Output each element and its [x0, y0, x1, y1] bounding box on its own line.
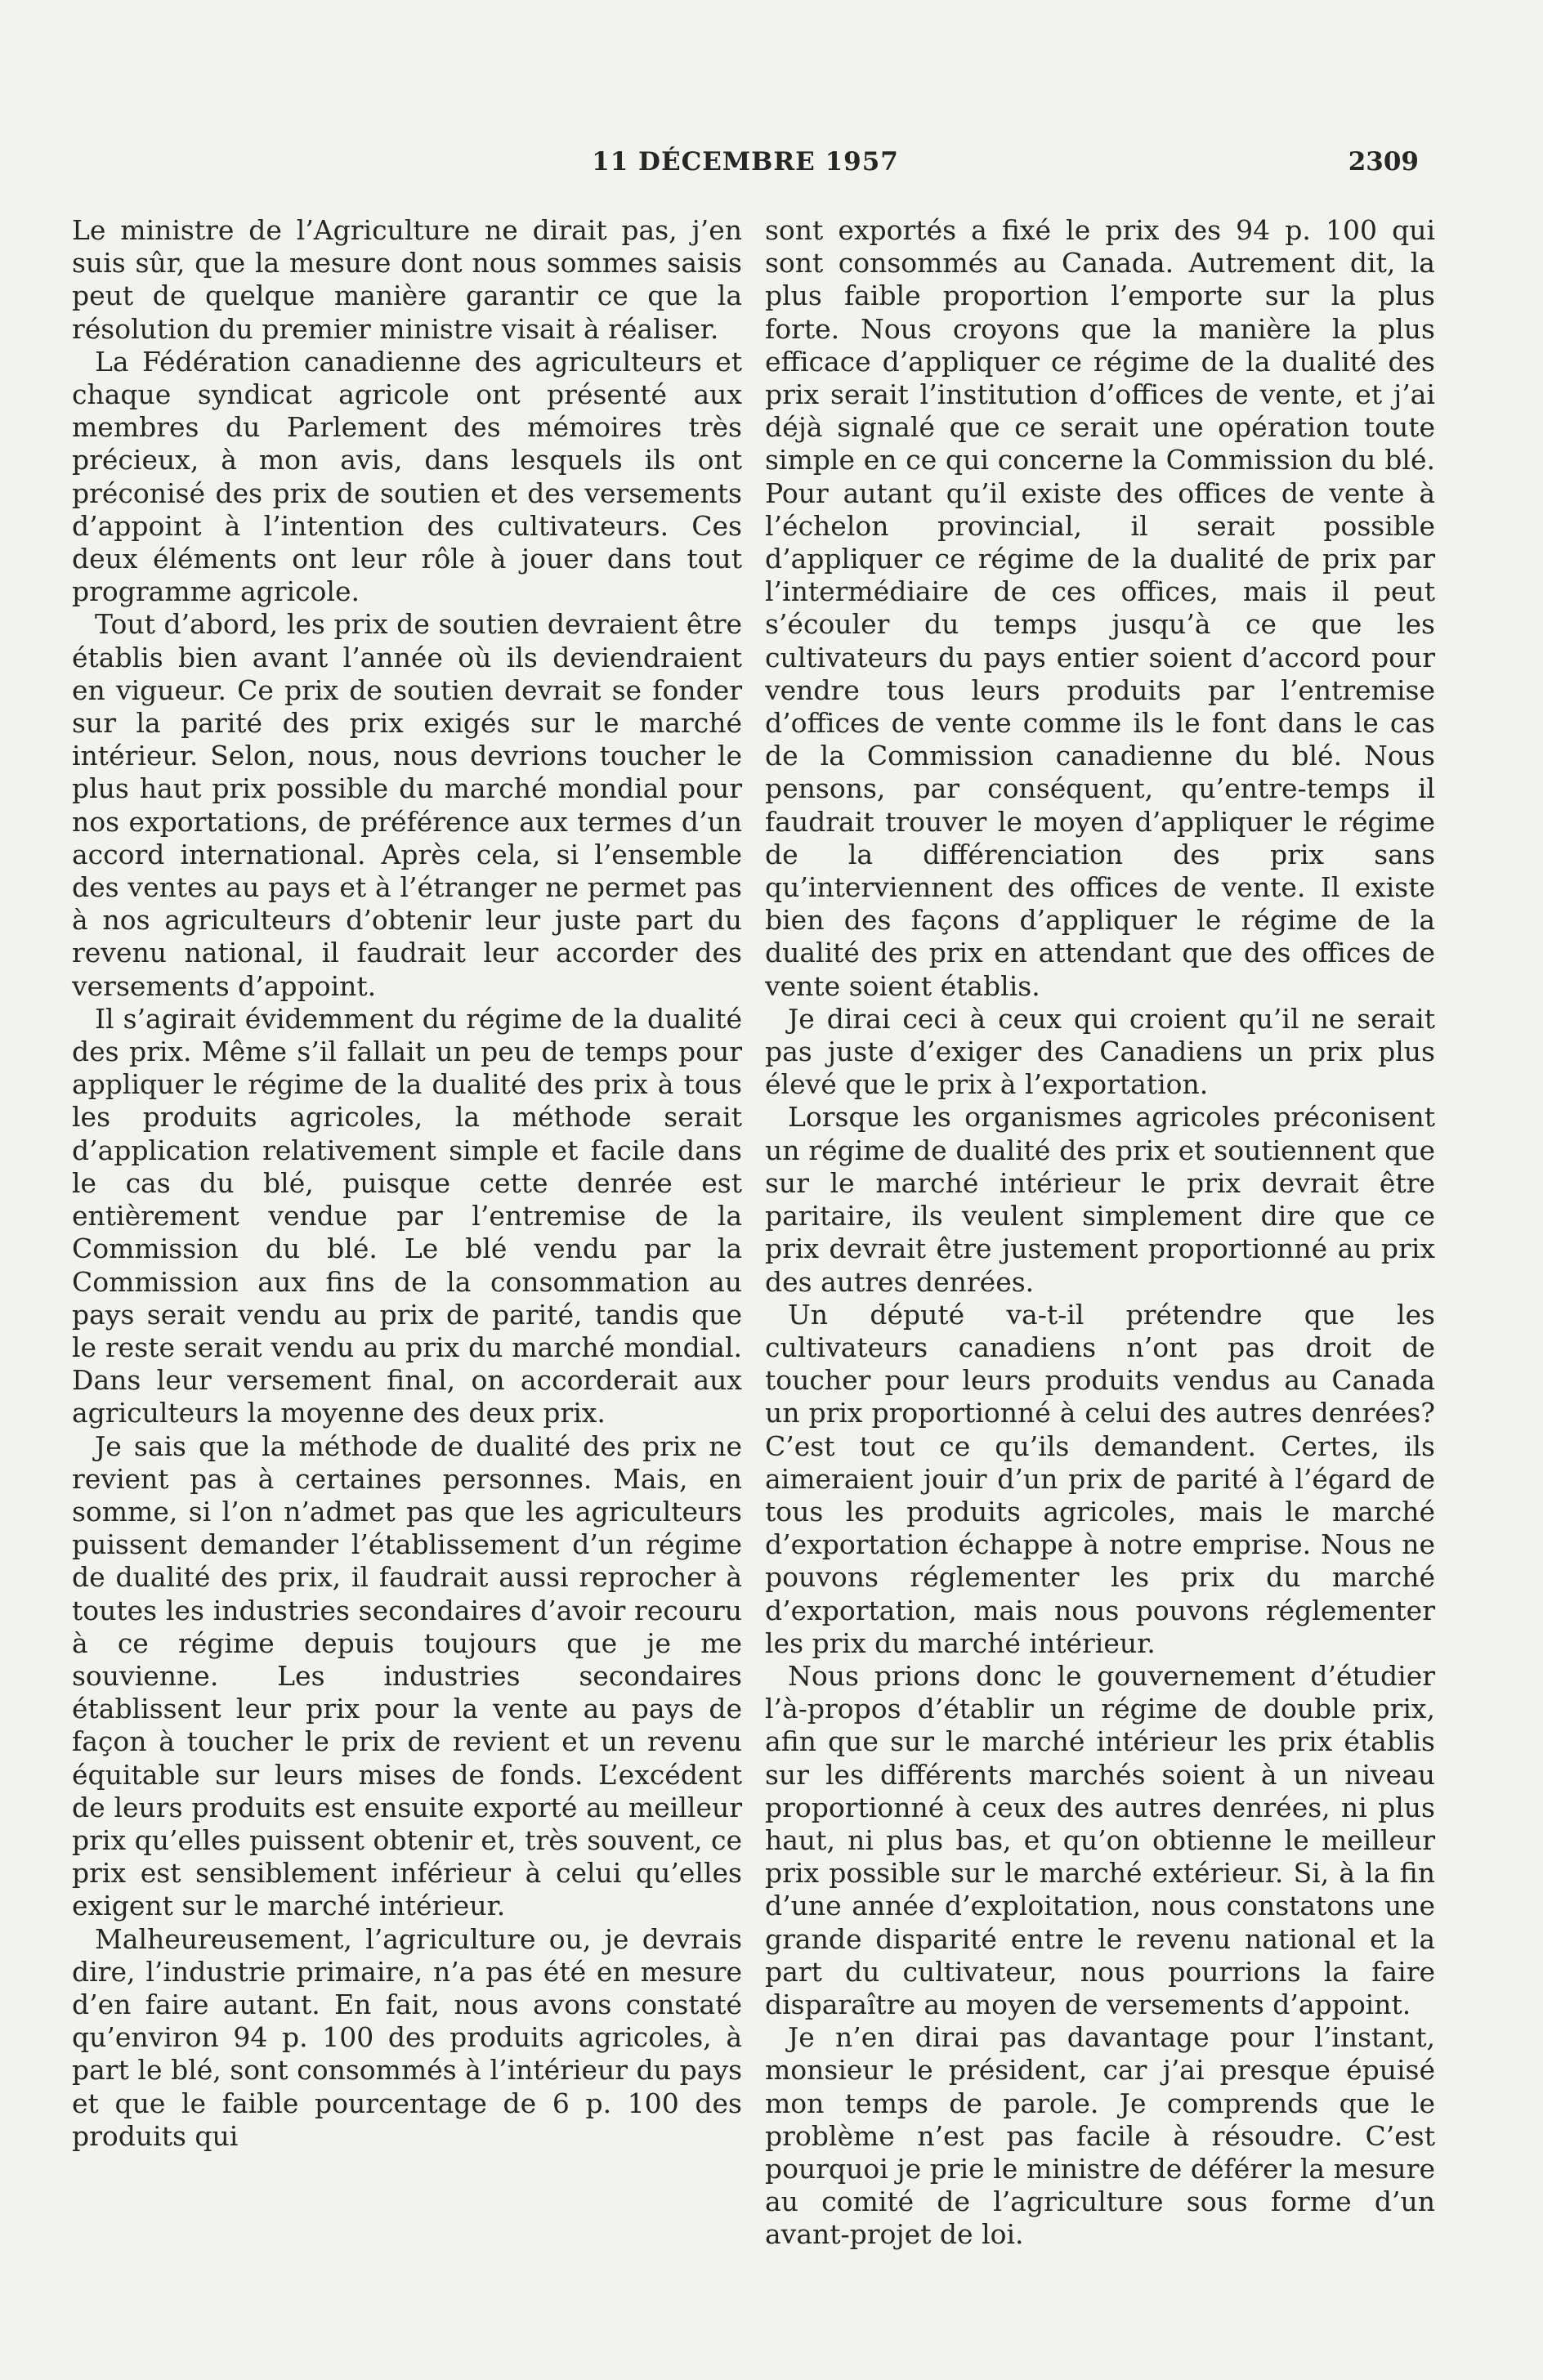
- paragraph: Tout d’abord, les prix de soutien devraient être établis bien avant l’année où ils deviendraient en vigueur. Ce prix de soutien devrait se fonder sur la parité des prix exigés sur le marché intérieur. Selon, nous, nous devrions toucher le plus haut prix possible du marché mondial pour nos exportations, de préférence aux termes d’un accord international. Après cela, si l’ensemble des ventes au pays et à l’étranger ne permet pas à nos agriculteurs d’obtenir leur juste part du revenu national, il faudrait leur accorder des versements d’appoint.: [72, 608, 742, 1002]
- page-header: [72, 147, 1419, 196]
- paragraph: Nous prions donc le gouvernement d’étudier l’à-propos d’établir un régime de double prix, afin que sur le marché intérieur les prix établis sur les différents marchés soient à un niveau proportionné à ceux des autres denrées, ni plus haut, ni plus bas, et qu’on obtienne le meilleur prix possible sur le marché extérieur. Si, à la fin d’une année d’exploitation, nous constatons une grande disparité entre le revenu national et la part du cultivateur, nous pourrions la faire disparaître au moyen de versements d’appoint.: [765, 1659, 1435, 2020]
- paragraph: Lorsque les organismes agricoles préconisent un régime de dualité des prix et soutiennent que sur le marché intérieur le prix devrait être paritaire, ils veulent simplement dire que ce prix devrait être justement proportionné au prix des autres denrées.: [765, 1101, 1435, 1298]
- paragraph: sont exportés a fixé le prix des 94 p. 100 qui sont consommés au Canada. Autrement dit, la plus faible proportion l’emporte sur la plus forte. Nous croyons que la manière la plus efficace d’appliquer ce régime de la dualité des prix serait l’institution d’offices de vente, et j’ai déjà signalé que ce serait une opération toute simple en ce qui concerne la Commission du blé. Pour autant qu’il existe des offices de vente à l’échelon provincial, il serait possible d’appliquer ce régime de la dualité de prix par l’intermédiaire de ces offices, mais il peut s’écouler du temps jusqu’à ce que les cultivateurs du pays entier soient d’accord pour vendre tous leurs produits par l’entremise d’offices de vente comme ils le font dans le cas de la Commission canadienne du blé. Nous pensons, par conséquent, qu’entre-temps il faudrait trouver le moyen d’appliquer le régime de la différenciation des prix sans qu’interviennent des offices de vente. Il existe bien des façons d’appliquer le régime de la dualité des prix en attendant que des offices de vente soient établis.: [765, 214, 1435, 1002]
- page-number: 2309: [1348, 147, 1419, 177]
- paragraph: Je dirai ceci à ceux qui croient qu’il ne serait pas juste d’exiger des Canadiens un prix plus élevé que le prix à l’exportation.: [765, 1002, 1435, 1101]
- paragraph: Il s’agirait évidemment du régime de la dualité des prix. Même s’il fallait un peu de temps pour appliquer le régime de la dualité des prix à tous les produits agricoles, la méthode serait d’application relativement simple et facile dans le cas du blé, puisque cette denrée est entièrement vendue par l’entremise de la Commission du blé. Le blé vendu par la Commission aux fins de la consommation au pays serait vendu au prix de parité, tandis que le reste serait vendu au prix du marché mondial. Dans leur versement final, on accorderait aux agriculteurs la moyenne des deux prix.: [72, 1002, 742, 1429]
- paragraph: Malheureusement, l’agriculture ou, je devrais dire, l’industrie primaire, n’a pas été en mesure d’en faire autant. En fait, nous avons constaté qu’environ 94 p. 100 des produits agricoles, à part le blé, sont consommés à l’intérieur du pays et que le faible pourcentage de 6 p. 100 des produits qui: [72, 1922, 742, 2152]
- right-column: [765, 214, 1435, 2252]
- paragraph: Je n’en dirai pas davantage pour l’instant, monsieur le président, car j’ai presque épuisé mon temps de parole. Je comprends que le problème n’est pas facile à résoudre. C’est pourquoi je prie le ministre de déférer la mesure au comité de l’agriculture sous forme d’un avant-projet de loi.: [765, 2021, 1435, 2251]
- left-column: [72, 214, 742, 2153]
- paragraph: Un député va-t-il prétendre que les cultivateurs canadiens n’ont pas droit de toucher pour leurs produits vendus au Canada un prix proportionné à celui des autres denrées? C’est tout ce qu’ils demandent. Certes, ils aimeraient jouir d’un prix de parité à l’égard de tous les produits agricoles, mais le marché d’exportation échappe à notre emprise. Nous ne pouvons réglementer les prix du marché d’exportation, mais nous pouvons réglementer les prix du marché intérieur.: [765, 1298, 1435, 1659]
- paragraph: Le ministre de l’Agriculture ne dirait pas, j’en suis sûr, que la mesure dont nous sommes saisis peut de quelque manière garantir ce que la résolution du premier ministre visait à réaliser.: [72, 214, 742, 345]
- page-date-title: 11 DÉCEMBRE 1957: [592, 147, 899, 177]
- paragraph: Je sais que la méthode de dualité des prix ne revient pas à certaines personnes. Mais, en somme, si l’on n’admet pas que les agriculteurs puissent demander l’établissement d’un régime de dualité des prix, il faudrait aussi reprocher à toutes les industries secondaires d’avoir recouru à ce régime depuis toujours que je me souvienne. Les industries secondaires établissent leur prix pour la vente au pays de façon à toucher le prix de revient et un revenu équitable sur leurs mises de fonds. L’excédent de leurs produits est ensuite exporté au meilleur prix qu’elles puissent obtenir et, très souvent, ce prix est sensiblement inférieur à celui qu’elles exigent sur le marché intérieur.: [72, 1429, 742, 1922]
- paragraph: La Fédération canadienne des agriculteurs et chaque syndicat agricole ont présenté aux membres du Parlement des mémoires très précieux, à mon avis, dans lesquels ils ont préconisé des prix de soutien et des versements d’appoint à l’intention des cultivateurs. Ces deux éléments ont leur rôle à jouer dans tout programme agricole.: [72, 345, 742, 608]
